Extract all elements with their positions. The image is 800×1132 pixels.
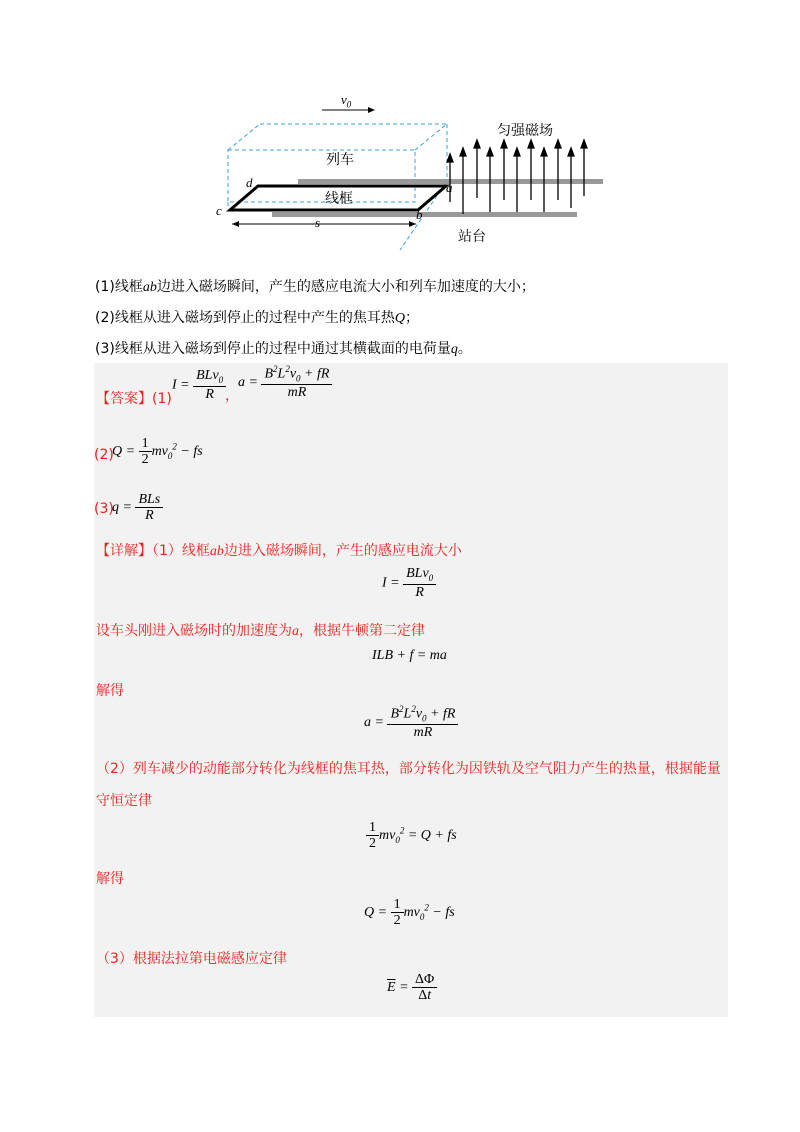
field-label: 匀强磁场 (497, 123, 553, 139)
corner-c: c (216, 203, 222, 218)
detail-eq-newton: ILB + f = ma (372, 648, 447, 663)
detail-eq-accel: a = $\frac{B^2L^2v_0 + fR}{mR}$ (364, 705, 458, 741)
detail-line-2: 设车头刚进入磁场时的加速度为a，根据牛顿第二定律 (96, 623, 425, 639)
detail-line-4: （3）根据法拉第电磁感应定律 (96, 951, 287, 967)
question-1: (1)线框ab边进入磁场瞬间，产生的感应电流大小和列车加速度的大小； (95, 279, 535, 295)
question-3: (3)线框从进入磁场到停止的过程中通过其横截面的电荷量q。 (95, 341, 472, 357)
detail-line-3: （2）列车减少的动能部分转化为线框的焦耳热，部分转化为因铁轨及空气阻力产生的热量，根据能量 (96, 761, 721, 777)
answer-1-accel: a = $\frac{B^2L^2v_0 + fR}{mR}$ (238, 365, 332, 401)
physics-diagram (210, 88, 630, 258)
answer-2-tag: (2) (94, 447, 114, 463)
detail-solve-1: 解得 (96, 683, 124, 699)
question-2: (2)线框从进入磁场到停止的过程中产生的焦耳热Q； (95, 310, 419, 326)
answer-3-tag: (3) (94, 501, 114, 517)
detail-eq-current: I = $\frac{BLv_0}{R}$ (382, 566, 436, 600)
answer-tag: 【答案】(1) (96, 391, 172, 407)
detail-eq-energy: $\frac{1}{2}$ $mv_0^2 = Q$ + fs (366, 820, 457, 852)
answer-2-eq: Q = $\frac{1}{2}$ $mv_0^2$ − fs (112, 436, 203, 468)
station-label: 站台 (458, 229, 486, 245)
v0-label: $v_0$ (341, 92, 352, 110)
detail-line-3b: 守恒定律 (96, 793, 152, 809)
answer-3-eq: q = $\frac{\text{BLs}}{R}$ (112, 492, 163, 524)
train-label: 列车 (326, 152, 354, 168)
detail-eq-heat: Q = $\frac{1}{2}$ $mv_0^2$ − fs (364, 897, 455, 929)
answer-comma: ， (225, 388, 239, 404)
detail-line-1: 【详解】（1）线框ab边进入磁场瞬间，产生的感应电流大小 (96, 543, 462, 559)
detail-solve-2: 解得 (96, 871, 124, 887)
s-label: s (315, 215, 321, 230)
corner-a: a (446, 180, 453, 195)
detail-eq-faraday: $\overline{E}$ = $\frac{\Delta\Phi}{\Delta t}$ (387, 972, 437, 1004)
corner-d: d (246, 175, 253, 190)
corner-b: b (416, 207, 423, 222)
answer-1-current: I = $\frac{BLv_0}{R}$ (172, 368, 226, 402)
frame-label: 线框 (325, 191, 353, 207)
